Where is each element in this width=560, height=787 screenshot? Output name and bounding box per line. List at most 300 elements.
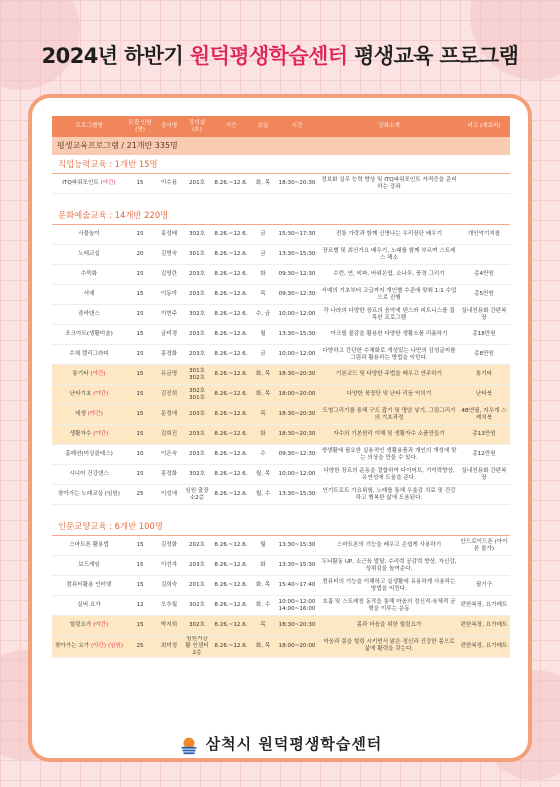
cell-note xyxy=(458,225,510,245)
category-row xyxy=(52,517,510,536)
cell-room xyxy=(184,265,210,285)
cap-text: 12 xyxy=(136,602,144,608)
cell-note xyxy=(458,596,510,616)
cell-room xyxy=(184,174,210,194)
desc-text: 두뇌활동 UP, 소근육 발달, 수리력 공감력 향상, 자신감, 성취감을 높여준다. xyxy=(321,558,457,572)
teacher-text: 박지희 xyxy=(160,622,178,628)
table-row xyxy=(52,636,510,658)
note-text: 난타북 xyxy=(475,391,493,397)
cell-cap xyxy=(126,225,154,245)
column-header: 기간 xyxy=(210,116,252,137)
room-text: 302호 xyxy=(188,471,206,477)
night-tag: (야간) xyxy=(87,411,103,417)
cell-desc xyxy=(320,425,458,445)
cell-teacher xyxy=(154,576,184,596)
period-text: 8.26.~12.6. xyxy=(214,331,248,337)
cell-period xyxy=(210,596,252,616)
cell-name xyxy=(52,596,126,616)
room-text: 203호 xyxy=(188,451,206,457)
cell-desc xyxy=(320,285,458,305)
table-header xyxy=(52,116,510,137)
name-text: 노래교실 xyxy=(78,251,100,257)
day-text: 화, 목 xyxy=(255,391,271,397)
note-text: 개인악기지참 xyxy=(467,231,501,237)
name-text: 포크아트(생활미술) xyxy=(65,331,113,337)
time-text: 15:30~17:30 xyxy=(278,231,316,237)
day-text: 월, 수 xyxy=(255,491,271,497)
table-row xyxy=(52,365,510,385)
room-text: 임원거강 활 인센터 2층 xyxy=(185,636,209,656)
cell-time xyxy=(274,556,320,576)
name-text: 컴퓨터활용 인터넷 xyxy=(66,582,112,588)
cell-teacher xyxy=(154,385,184,405)
name-text: 생활자수 xyxy=(69,431,92,437)
column-header: 비고 (재료비) xyxy=(458,116,510,137)
cell-room xyxy=(184,616,210,636)
day-text: 수, 금 xyxy=(255,311,271,317)
teacher-text: 유금명 xyxy=(160,371,178,377)
cell-name xyxy=(52,616,126,636)
cell-name xyxy=(52,445,126,465)
cell-note xyxy=(458,485,510,505)
period-text: 8.26.~12.6. xyxy=(214,391,248,397)
cell-room xyxy=(184,636,210,658)
table-row xyxy=(52,305,510,325)
cell-note xyxy=(458,445,510,465)
cell-time xyxy=(274,225,320,245)
note-text: 안드로이드폰 (아이폰 불가) xyxy=(460,538,508,552)
teacher-text: 이은숙 xyxy=(160,451,178,457)
desc-text: 도형그리기를 통해 구도 잡기 및 명암 넣기, 그림그리기의 기초과정 xyxy=(322,407,456,421)
cell-note xyxy=(458,285,510,305)
footer xyxy=(0,733,560,756)
name-text: 보드게임 xyxy=(78,562,100,568)
cell-teacher xyxy=(154,536,184,556)
cell-time xyxy=(274,536,320,556)
cell-desc xyxy=(320,616,458,636)
cap-text: 15 xyxy=(136,271,144,277)
period-text: 8.26.~12.6. xyxy=(214,491,248,497)
cell-cap xyxy=(126,636,154,658)
cap-text: 15 xyxy=(136,311,144,317)
day-text: 목 xyxy=(260,291,266,297)
cap-text: 15 xyxy=(136,562,144,568)
room-text: 302호 xyxy=(188,622,206,628)
day-text: 월 xyxy=(260,542,266,548)
cell-room xyxy=(184,485,210,505)
cap-text: 15 xyxy=(136,371,144,377)
cell-teacher xyxy=(154,265,184,285)
desc-text: 생생활에 필요한 실용적인 생활용품과 개인의 개성에 맞는 의상을 만들 수 있다. xyxy=(321,447,457,461)
period-text: 8.26.~12.6. xyxy=(214,231,248,237)
table-row xyxy=(52,174,510,194)
time-text: 09:30~12:30 xyxy=(278,271,316,277)
day-text: 수 xyxy=(260,451,266,457)
cell-cap xyxy=(126,174,154,194)
cap-text: 15 xyxy=(136,231,144,237)
cell-day xyxy=(252,345,274,365)
name-text: ITQ파워포인트 xyxy=(62,180,99,186)
room-text: 301호 xyxy=(188,251,206,257)
cell-note xyxy=(458,345,510,365)
cell-period xyxy=(210,365,252,385)
cell-time xyxy=(274,465,320,485)
room-text: 302호 xyxy=(188,231,206,237)
cell-name xyxy=(52,365,126,385)
cap-text: 20 xyxy=(136,251,144,257)
desc-text: 수련, 연, 비파, 바위은엽, 소나무, 풍경 그리기 xyxy=(333,271,445,277)
title-year: 2024년 하반기 xyxy=(41,44,190,68)
cell-cap xyxy=(126,596,154,616)
period-text: 8.26.~12.6. xyxy=(214,180,248,186)
table-row xyxy=(52,425,510,445)
time-text: 10:00~12:00 xyxy=(278,351,316,357)
cell-name xyxy=(52,285,126,305)
cell-teacher xyxy=(154,325,184,345)
cap-text: 15 xyxy=(136,582,144,588)
teacher-text: 오추월 xyxy=(160,602,178,608)
cell-teacher xyxy=(154,225,184,245)
note-text: 통기타 xyxy=(475,371,493,377)
time-text: 18:30~20:30 xyxy=(278,411,316,417)
desc-text: 스마트폰의 기능을 배우고 손쉽게 사용하기 xyxy=(336,542,442,548)
cell-name xyxy=(52,305,126,325)
note-text: 총4만원 xyxy=(474,271,494,277)
period-text: 8.26.~12.6. xyxy=(214,622,248,628)
time-text: 10:00~12:00 14:00~16:00 xyxy=(278,598,316,612)
cell-period xyxy=(210,536,252,556)
table-row xyxy=(52,536,510,556)
cell-room xyxy=(184,596,210,616)
teacher-text: 김정화 xyxy=(160,542,178,548)
column-header: 모집 인원(명) xyxy=(126,116,154,137)
cell-room xyxy=(184,556,210,576)
cell-period xyxy=(210,636,252,658)
cell-note xyxy=(458,576,510,596)
cell-name xyxy=(52,405,126,425)
note-text: 총13만원 xyxy=(472,431,496,437)
table-row xyxy=(52,265,510,285)
note-text: 필기구 xyxy=(475,582,493,588)
period-text: 8.26.~12.6. xyxy=(214,351,248,357)
cell-day xyxy=(252,285,274,305)
period-text: 8.26.~12.6. xyxy=(214,251,248,257)
cell-note xyxy=(458,536,510,556)
cell-desc xyxy=(320,265,458,285)
teacher-text: 김진희 xyxy=(160,391,178,397)
cell-note xyxy=(458,465,510,485)
cap-text: 15 xyxy=(136,331,144,337)
time-text: 10:00~12:00 xyxy=(278,311,316,317)
night-tag: (임원) xyxy=(107,642,124,649)
cap-text: 25 xyxy=(136,491,144,497)
cell-teacher xyxy=(154,596,184,616)
cell-teacher xyxy=(154,445,184,465)
desc-text: 아크릴 물감을 활용한 다양한 생활소품 리폼하기 xyxy=(330,331,448,337)
teacher-text: 이선자 xyxy=(160,562,178,568)
cell-teacher xyxy=(154,365,184,385)
cell-period xyxy=(210,285,252,305)
note-text: 총18만원 xyxy=(472,331,496,337)
column-header: 강좌소개 xyxy=(320,116,458,137)
cap-text: 25 xyxy=(136,642,144,649)
note-text: 실내전용화 간편복장 xyxy=(461,467,507,481)
teacher-text: 홍정화 xyxy=(160,471,178,477)
cell-name xyxy=(52,265,126,285)
cell-teacher xyxy=(154,556,184,576)
summary-text: 평생교육프로그램 / 21개반 335명 xyxy=(52,137,510,155)
cell-cap xyxy=(126,305,154,325)
cell-cap xyxy=(126,616,154,636)
period-text: 8.26.~12.6. xyxy=(214,542,248,548)
day-text: 화, 목 xyxy=(255,642,271,649)
time-text: 13:30~15:30 xyxy=(278,562,316,568)
cell-teacher xyxy=(154,636,184,658)
cell-period xyxy=(210,305,252,325)
period-text: 8.26.~12.6. xyxy=(214,311,248,317)
day-text: 화, 수 xyxy=(255,602,271,608)
period-text: 8.26.~12.6. xyxy=(214,451,248,457)
cell-room xyxy=(184,445,210,465)
cell-day xyxy=(252,556,274,576)
cell-desc xyxy=(320,536,458,556)
room-text: 203호 xyxy=(188,562,206,568)
cap-text: 15 xyxy=(136,471,144,477)
cell-teacher xyxy=(154,485,184,505)
time-text: 15:40~17:40 xyxy=(278,582,316,588)
column-header: 강사명 xyxy=(154,116,184,137)
time-text: 18:30~20:30 xyxy=(278,622,316,628)
cell-day xyxy=(252,536,274,556)
cell-name xyxy=(52,385,126,405)
desc-text: 전통 가락과 함께 신명나는 우리장단 배우기 xyxy=(335,231,443,237)
cell-note xyxy=(458,174,510,194)
room-text: 임원 출장소2층 xyxy=(185,487,209,501)
cap-text: 15 xyxy=(136,351,144,357)
cell-room xyxy=(184,465,210,485)
desc-text: 다양한 장르의 운동을 결합하여 다이어트, 기억력향상, 유연성에 도움을 준다. xyxy=(323,467,455,481)
cell-name xyxy=(52,345,126,365)
name-text: 줌바댄스 xyxy=(78,311,100,317)
table-row xyxy=(52,616,510,636)
cell-room xyxy=(184,536,210,556)
room-text: 202호 xyxy=(188,542,206,548)
time-text: 13:30~15:30 xyxy=(278,542,316,548)
cell-teacher xyxy=(154,465,184,485)
teacher-text: 문정애 xyxy=(160,411,178,417)
cell-time xyxy=(274,405,320,425)
cell-teacher xyxy=(154,305,184,325)
cell-time xyxy=(274,425,320,445)
table-row xyxy=(52,596,510,616)
room-text: 203호 xyxy=(188,331,206,337)
column-header: 프로그램명 xyxy=(52,116,126,137)
room-text: 203호 xyxy=(188,431,206,437)
night-tag: (야간) xyxy=(93,622,109,628)
desc-text: 자수의 기본원리 이해 및 생활자수 소품만들기 xyxy=(333,431,445,437)
cell-period xyxy=(210,325,252,345)
period-text: 8.26.~12.6. xyxy=(214,371,248,377)
cell-period xyxy=(210,245,252,265)
room-text: 302호 xyxy=(188,311,206,317)
cell-day xyxy=(252,465,274,485)
name-text: 찾아가는 요가 xyxy=(54,642,90,649)
cell-time xyxy=(274,636,320,658)
note-text: 총12만원 xyxy=(472,451,496,457)
cell-room xyxy=(184,225,210,245)
cell-day xyxy=(252,174,274,194)
cell-day xyxy=(252,485,274,505)
program-table xyxy=(52,116,510,658)
cell-desc xyxy=(320,636,458,658)
cell-period xyxy=(210,576,252,596)
time-text: 09:30~12:30 xyxy=(278,451,316,457)
title-program: 평생교육 프로그램 xyxy=(347,44,519,68)
cap-text: 15 xyxy=(136,291,144,297)
cell-cap xyxy=(126,325,154,345)
teacher-text: 김명숙 xyxy=(160,251,178,257)
desc-text: 다양하고 간단한 수채화로 개성있는 나만의 감성글씨를 그림과 활용하는 방법을 익힌다. xyxy=(322,347,456,361)
cell-desc xyxy=(320,596,458,616)
day-text: 금 xyxy=(260,231,266,237)
time-text: 18:30~20:30 xyxy=(278,371,316,377)
summary-row xyxy=(52,137,510,155)
teacher-text: 이동아 xyxy=(160,291,178,297)
cap-text: 15 xyxy=(136,431,144,437)
cell-time xyxy=(274,174,320,194)
section-gap xyxy=(52,194,510,207)
cell-note xyxy=(458,325,510,345)
cell-name xyxy=(52,556,126,576)
cell-cap xyxy=(126,245,154,265)
cell-period xyxy=(210,616,252,636)
period-text: 8.26.~12.6. xyxy=(214,291,248,297)
page-title xyxy=(0,40,560,70)
cell-cap xyxy=(126,576,154,596)
cell-day xyxy=(252,225,274,245)
name-text: 힐링요가 xyxy=(69,622,92,628)
cell-desc xyxy=(320,174,458,194)
cell-room xyxy=(184,365,210,385)
room-text: 203호 xyxy=(188,291,206,297)
cell-name xyxy=(52,465,126,485)
period-text: 8.26.~12.6. xyxy=(214,431,248,437)
cell-cap xyxy=(126,365,154,385)
cell-teacher xyxy=(154,425,184,445)
cell-room xyxy=(184,345,210,365)
table-row xyxy=(52,576,510,596)
teacher-text: 홍경화 xyxy=(160,351,178,357)
table-row xyxy=(52,225,510,245)
name-text: 수묵화 xyxy=(80,271,98,277)
teacher-text: 최미정 xyxy=(160,642,178,649)
time-text: 13:30~15:30 xyxy=(278,491,316,497)
day-text: 월, 목 xyxy=(255,471,271,477)
category-title: 인문교양교육 : 6개반 100명 xyxy=(52,517,510,536)
cell-time xyxy=(274,445,320,465)
cap-text: 10 xyxy=(136,451,144,457)
teacher-text: 홍성태 xyxy=(160,231,178,237)
time-text: 10:00~12:00 xyxy=(278,471,316,477)
cell-cap xyxy=(126,465,154,485)
day-text: 목 xyxy=(260,411,266,417)
category-row xyxy=(52,206,510,225)
cell-teacher xyxy=(154,174,184,194)
table-row xyxy=(52,345,510,365)
period-text: 8.26.~12.6. xyxy=(214,562,248,568)
desc-text: 컴퓨터의 기능을 이해하고 실생활에 유용하게 사용하는 방법을 익힌다. xyxy=(322,578,456,592)
day-text: 화 xyxy=(260,431,266,437)
teacher-text: 이현주 xyxy=(160,311,178,317)
cell-note xyxy=(458,305,510,325)
cell-desc xyxy=(320,325,458,345)
cell-time xyxy=(274,345,320,365)
table-row xyxy=(52,405,510,425)
cell-teacher xyxy=(154,616,184,636)
cell-cap xyxy=(126,405,154,425)
day-text: 금 xyxy=(260,251,266,257)
cell-note xyxy=(458,265,510,285)
cap-text: 15 xyxy=(136,411,144,417)
cell-name xyxy=(52,636,126,658)
cell-note xyxy=(458,365,510,385)
cell-teacher xyxy=(154,345,184,365)
room-text: 301호 302호 xyxy=(188,367,206,381)
night-tag: (야간) xyxy=(90,371,106,377)
room-text: 203호 xyxy=(188,271,206,277)
teacher-text: 금미경 xyxy=(160,331,178,337)
cell-teacher xyxy=(154,285,184,305)
day-text: 화, 목 xyxy=(255,180,271,186)
cell-time xyxy=(274,385,320,405)
cell-room xyxy=(184,576,210,596)
time-text: 09:30~12:30 xyxy=(278,291,316,297)
cell-desc xyxy=(320,385,458,405)
table-row xyxy=(52,285,510,305)
cell-time xyxy=(274,265,320,285)
cell-day xyxy=(252,596,274,616)
cell-desc xyxy=(320,576,458,596)
cell-time xyxy=(274,616,320,636)
time-text: 18:00~20:00 xyxy=(278,642,316,649)
cell-room xyxy=(184,305,210,325)
note-text: 실내전용화 간편복장 xyxy=(461,307,507,321)
cell-note xyxy=(458,556,510,576)
cell-cap xyxy=(126,385,154,405)
cell-cap xyxy=(126,425,154,445)
cell-day xyxy=(252,405,274,425)
cell-cap xyxy=(126,445,154,465)
time-text: 18:30~20:30 xyxy=(278,180,316,186)
cell-time xyxy=(274,285,320,305)
night-tag: (야간) xyxy=(93,391,109,397)
column-header: 강의실 (호) xyxy=(184,116,210,137)
cell-note xyxy=(458,385,510,405)
note-text: 총5만원 xyxy=(474,291,494,297)
desc-text: 기본코드 및 다양한 주법을 배우고 연주하기 xyxy=(335,371,443,377)
night-tag: (야간) xyxy=(100,180,116,186)
cell-period xyxy=(210,465,252,485)
cell-desc xyxy=(320,556,458,576)
cell-room xyxy=(184,325,210,345)
table-row xyxy=(52,556,510,576)
cell-period xyxy=(210,225,252,245)
cap-text: 15 xyxy=(136,391,144,397)
cap-text: 15 xyxy=(136,180,144,186)
cell-desc xyxy=(320,445,458,465)
period-text: 8.26.~12.6. xyxy=(214,271,248,277)
cell-period xyxy=(210,385,252,405)
